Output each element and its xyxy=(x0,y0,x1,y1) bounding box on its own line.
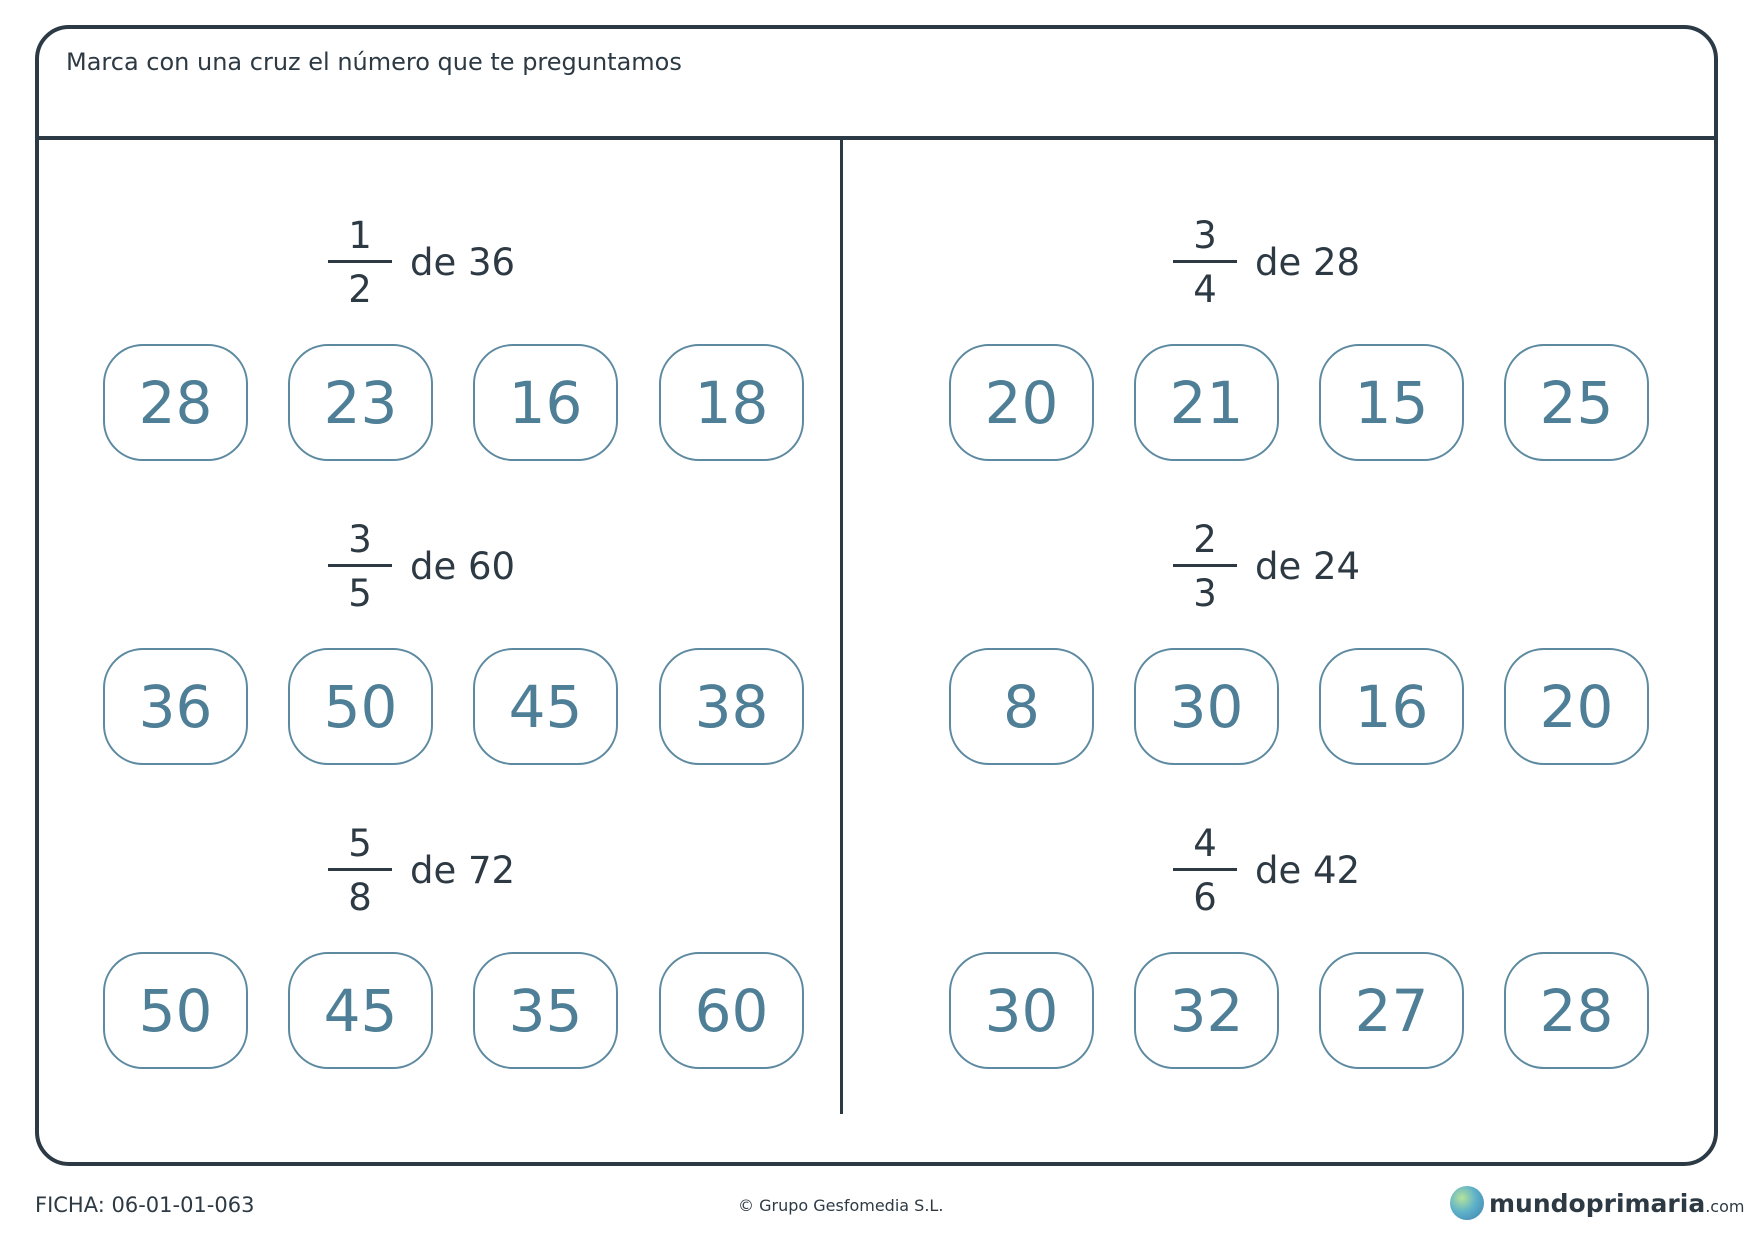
question-2 xyxy=(328,516,515,616)
question-text: de 42 xyxy=(1255,848,1361,892)
fraction-denominator: 6 xyxy=(1193,875,1217,919)
globe-icon xyxy=(1450,1186,1484,1220)
answer-option[interactable]: 30 xyxy=(949,952,1094,1069)
brand-logo[interactable] xyxy=(1450,1186,1744,1220)
question-text: de 28 xyxy=(1255,240,1361,284)
fraction-numerator: 3 xyxy=(1193,213,1217,257)
fraction-denominator: 3 xyxy=(1193,571,1217,615)
fraction-numerator: 3 xyxy=(348,517,372,561)
question-3 xyxy=(328,820,515,920)
answer-option[interactable]: 28 xyxy=(103,344,248,461)
question-text: de 60 xyxy=(410,544,516,588)
question-1 xyxy=(328,212,515,312)
answer-option[interactable]: 45 xyxy=(473,648,618,765)
answer-option[interactable]: 28 xyxy=(1504,952,1649,1069)
answer-option[interactable]: 8 xyxy=(949,648,1094,765)
fraction xyxy=(328,213,392,311)
answer-option[interactable]: 45 xyxy=(288,952,433,1069)
question-5 xyxy=(1173,516,1360,616)
instruction-text: Marca con una cruz el número que te preguntamos xyxy=(66,48,682,76)
fraction-numerator: 4 xyxy=(1193,821,1217,865)
fraction-numerator: 1 xyxy=(348,213,372,257)
question-text: de 24 xyxy=(1255,544,1361,588)
fraction-denominator: 2 xyxy=(348,267,372,311)
answer-option[interactable]: 27 xyxy=(1319,952,1464,1069)
fraction xyxy=(1173,213,1237,311)
answer-option[interactable]: 23 xyxy=(288,344,433,461)
answer-option[interactable]: 35 xyxy=(473,952,618,1069)
fraction-numerator: 2 xyxy=(1193,517,1217,561)
question-text: de 72 xyxy=(410,848,516,892)
answer-option[interactable]: 20 xyxy=(949,344,1094,461)
answer-option[interactable]: 20 xyxy=(1504,648,1649,765)
answer-option[interactable]: 16 xyxy=(473,344,618,461)
ficha-code: FICHA: 06-01-01-063 xyxy=(35,1193,255,1217)
answer-option[interactable]: 30 xyxy=(1134,648,1279,765)
answer-option[interactable]: 18 xyxy=(659,344,804,461)
fraction-denominator: 8 xyxy=(348,875,372,919)
question-6 xyxy=(1173,820,1360,920)
fraction xyxy=(1173,821,1237,919)
fraction-numerator: 5 xyxy=(348,821,372,865)
answer-option[interactable]: 50 xyxy=(103,952,248,1069)
fraction-denominator: 4 xyxy=(1193,267,1217,311)
question-text: de 36 xyxy=(410,240,516,284)
answer-option[interactable]: 16 xyxy=(1319,648,1464,765)
brand-name: mundoprimaria xyxy=(1489,1188,1706,1218)
answer-option[interactable]: 21 xyxy=(1134,344,1279,461)
instruction-header xyxy=(39,29,1714,140)
column-divider xyxy=(840,140,843,1114)
answer-option[interactable]: 50 xyxy=(288,648,433,765)
answer-option[interactable]: 32 xyxy=(1134,952,1279,1069)
answer-option[interactable]: 36 xyxy=(103,648,248,765)
fraction-denominator: 5 xyxy=(348,571,372,615)
fraction xyxy=(328,821,392,919)
brand-suffix: .com xyxy=(1705,1196,1745,1216)
answer-option[interactable]: 15 xyxy=(1319,344,1464,461)
answer-option[interactable]: 25 xyxy=(1504,344,1649,461)
answer-option[interactable]: 38 xyxy=(659,648,804,765)
question-4 xyxy=(1173,212,1360,312)
fraction xyxy=(1173,517,1237,615)
copyright-notice: © Grupo Gesfomedia S.L. xyxy=(738,1196,944,1215)
answer-option[interactable]: 60 xyxy=(659,952,804,1069)
fraction xyxy=(328,517,392,615)
